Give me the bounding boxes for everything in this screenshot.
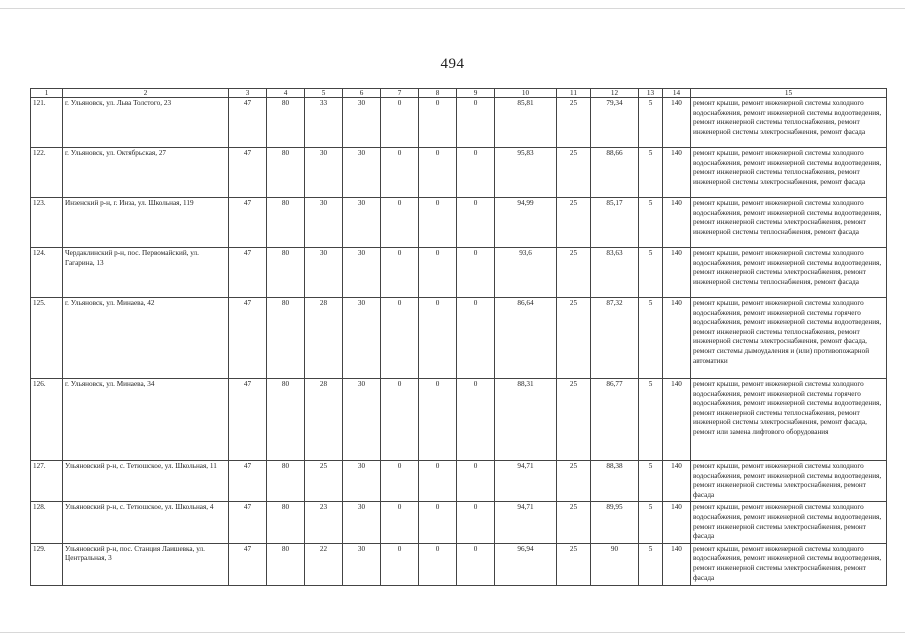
col5-cell: 33 (305, 98, 343, 148)
col10-cell: 88,31 (495, 379, 557, 461)
column-header-13: 13 (639, 89, 663, 98)
col11-cell: 25 (557, 248, 591, 298)
housing-repair-table (30, 88, 887, 586)
works-cell: ремонт крыши, ремонт инженерной системы холодного водоснабжения, ремонт инженерной системы водоотведения, ремонт инженерной системы теплоснабжения, ремонт инженерной системы электроснабжения, ремонт фасада (691, 98, 887, 148)
col12-cell: 90 (591, 543, 639, 585)
col7-cell: 0 (381, 379, 419, 461)
col13-cell: 5 (639, 298, 663, 379)
column-header-12: 12 (591, 89, 639, 98)
col9-cell: 0 (457, 543, 495, 585)
col11-cell: 25 (557, 461, 591, 502)
address-cell: г. Ульяновск, ул. Льва Толстого, 23 (63, 98, 229, 148)
col8-cell: 0 (419, 543, 457, 585)
col8-cell: 0 (419, 461, 457, 502)
col8-cell: 0 (419, 248, 457, 298)
col13-cell: 5 (639, 502, 663, 543)
works-cell: ремонт крыши, ремонт инженерной системы холодного водоснабжения, ремонт инженерной системы водоотведения, ремонт инженерной системы электроснабжения, ремонт фасада (691, 461, 887, 502)
col8-cell: 0 (419, 198, 457, 248)
col6-cell: 30 (343, 379, 381, 461)
col3-cell: 47 (229, 248, 267, 298)
col10-cell: 86,64 (495, 298, 557, 379)
col7-cell: 0 (381, 502, 419, 543)
col3-cell: 47 (229, 461, 267, 502)
column-header-6: 6 (343, 89, 381, 98)
table-body (31, 98, 887, 586)
column-header-1: 1 (31, 89, 63, 98)
works-cell: ремонт крыши, ремонт инженерной системы холодного водоснабжения, ремонт инженерной системы водоотведения, ремонт инженерной системы электроснабжения, ремонт инженерной системы теплоснабжения, ремонт фасада (691, 198, 887, 248)
col5-cell: 22 (305, 543, 343, 585)
column-header-11: 11 (557, 89, 591, 98)
col8-cell: 0 (419, 98, 457, 148)
col10-cell: 94,99 (495, 198, 557, 248)
col9-cell: 0 (457, 198, 495, 248)
col13-cell: 5 (639, 248, 663, 298)
col13-cell: 5 (639, 379, 663, 461)
column-header-14: 14 (663, 89, 691, 98)
column-header-2: 2 (63, 89, 229, 98)
col14-cell: 140 (663, 198, 691, 248)
col4-cell: 80 (267, 248, 305, 298)
col12-cell: 88,38 (591, 461, 639, 502)
col3-cell: 47 (229, 98, 267, 148)
column-header-3: 3 (229, 89, 267, 98)
col12-cell: 88,66 (591, 148, 639, 198)
col9-cell: 0 (457, 379, 495, 461)
works-cell: ремонт крыши, ремонт инженерной системы холодного водоснабжения, ремонт инженерной системы горячего водоснабжения, ремонт инженерной системы водоотведения, ремонт инженерной системы теплоснабжения, ремонт инженерной системы электроснабжения, ремонт фасада, ремонт или замена лифтового оборудования (691, 379, 887, 461)
col5-cell: 30 (305, 198, 343, 248)
col12-cell: 86,77 (591, 379, 639, 461)
col11-cell: 25 (557, 98, 591, 148)
table-row (31, 379, 887, 461)
col3-cell: 47 (229, 148, 267, 198)
row-number: 124. (31, 248, 63, 298)
col11-cell: 25 (557, 543, 591, 585)
address-cell: Чердаклинский р-н, пос. Первомайский, ул. Гагарина, 13 (63, 248, 229, 298)
row-number: 125. (31, 298, 63, 379)
col10-cell: 85,81 (495, 98, 557, 148)
row-number: 123. (31, 198, 63, 248)
col9-cell: 0 (457, 98, 495, 148)
col14-cell: 140 (663, 98, 691, 148)
col10-cell: 94,71 (495, 461, 557, 502)
table-row (31, 248, 887, 298)
column-header-5: 5 (305, 89, 343, 98)
col7-cell: 0 (381, 98, 419, 148)
col13-cell: 5 (639, 461, 663, 502)
col5-cell: 28 (305, 379, 343, 461)
address-cell: г. Ульяновск, ул. Минаева, 42 (63, 298, 229, 379)
col14-cell: 140 (663, 148, 691, 198)
col14-cell: 140 (663, 502, 691, 543)
table-row (31, 298, 887, 379)
col12-cell: 85,17 (591, 198, 639, 248)
col8-cell: 0 (419, 298, 457, 379)
col6-cell: 30 (343, 98, 381, 148)
col5-cell: 28 (305, 298, 343, 379)
col4-cell: 80 (267, 148, 305, 198)
col9-cell: 0 (457, 461, 495, 502)
column-header-15: 15 (691, 89, 887, 98)
col3-cell: 47 (229, 298, 267, 379)
address-cell: Ульяновский р-н, с. Тетюшское, ул. Школьная, 4 (63, 502, 229, 543)
col6-cell: 30 (343, 298, 381, 379)
col12-cell: 83,63 (591, 248, 639, 298)
works-cell: ремонт крыши, ремонт инженерной системы холодного водоснабжения, ремонт инженерной системы горячего водоснабжения, ремонт инженерной системы водоотведения, ремонт инженерной системы теплоснабжения, ремонт инженерной системы электроснабжения, ремонт фасада, ремонт системы дымоудаления и (или) противопожарной автоматики (691, 298, 887, 379)
col13-cell: 5 (639, 98, 663, 148)
col11-cell: 25 (557, 502, 591, 543)
col8-cell: 0 (419, 148, 457, 198)
col9-cell: 0 (457, 148, 495, 198)
col7-cell: 0 (381, 148, 419, 198)
address-cell: г. Ульяновск, ул. Минаева, 34 (63, 379, 229, 461)
col6-cell: 30 (343, 543, 381, 585)
address-cell: г. Ульяновск, ул. Октябрьская, 27 (63, 148, 229, 198)
col12-cell: 89,95 (591, 502, 639, 543)
col12-cell: 79,34 (591, 98, 639, 148)
col9-cell: 0 (457, 502, 495, 543)
row-number: 122. (31, 148, 63, 198)
col10-cell: 95,83 (495, 148, 557, 198)
col4-cell: 80 (267, 198, 305, 248)
table-row (31, 148, 887, 198)
scan-edge-bottom (0, 632, 905, 633)
col14-cell: 140 (663, 543, 691, 585)
row-number: 126. (31, 379, 63, 461)
col4-cell: 80 (267, 98, 305, 148)
col5-cell: 25 (305, 461, 343, 502)
col14-cell: 140 (663, 379, 691, 461)
row-number: 128. (31, 502, 63, 543)
col3-cell: 47 (229, 379, 267, 461)
col5-cell: 23 (305, 502, 343, 543)
col9-cell: 0 (457, 248, 495, 298)
col14-cell: 140 (663, 461, 691, 502)
page-number: 494 (440, 56, 465, 72)
col8-cell: 0 (419, 379, 457, 461)
col5-cell: 30 (305, 148, 343, 198)
column-header-10: 10 (495, 89, 557, 98)
col6-cell: 30 (343, 502, 381, 543)
address-cell: Ульяновский р-н, с. Тетюшское, ул. Школьная, 11 (63, 461, 229, 502)
header-row (31, 89, 887, 98)
address-cell: Ульяновский р-н, пос. Станция Лаишевка, ул. Центральная, 3 (63, 543, 229, 585)
col11-cell: 25 (557, 298, 591, 379)
works-cell: ремонт крыши, ремонт инженерной системы холодного водоснабжения, ремонт инженерной системы водоотведения, ремонт инженерной системы электроснабжения, ремонт фасада (691, 502, 887, 543)
col3-cell: 47 (229, 543, 267, 585)
col13-cell: 5 (639, 148, 663, 198)
col6-cell: 30 (343, 248, 381, 298)
col4-cell: 80 (267, 379, 305, 461)
column-header-9: 9 (457, 89, 495, 98)
col14-cell: 140 (663, 298, 691, 379)
col3-cell: 47 (229, 198, 267, 248)
row-number: 129. (31, 543, 63, 585)
col14-cell: 140 (663, 248, 691, 298)
table-row (31, 502, 887, 543)
col7-cell: 0 (381, 543, 419, 585)
col10-cell: 96,94 (495, 543, 557, 585)
col6-cell: 30 (343, 461, 381, 502)
col4-cell: 80 (267, 543, 305, 585)
col11-cell: 25 (557, 379, 591, 461)
col7-cell: 0 (381, 461, 419, 502)
works-cell: ремонт крыши, ремонт инженерной системы холодного водоснабжения, ремонт инженерной системы водоотведения, ремонт инженерной системы теплоснабжения, ремонт инженерной системы электроснабжения, ремонт фасада (691, 148, 887, 198)
table-row (31, 198, 887, 248)
col4-cell: 80 (267, 461, 305, 502)
col6-cell: 30 (343, 148, 381, 198)
col10-cell: 94,71 (495, 502, 557, 543)
works-cell: ремонт крыши, ремонт инженерной системы холодного водоснабжения, ремонт инженерной системы водоотведения, ремонт инженерной системы электроснабжения, ремонт фасада (691, 543, 887, 585)
col10-cell: 93,6 (495, 248, 557, 298)
col13-cell: 5 (639, 543, 663, 585)
col12-cell: 87,32 (591, 298, 639, 379)
works-cell: ремонт крыши, ремонт инженерной системы холодного водоснабжения, ремонт инженерной системы водоотведения, ремонт инженерной системы электроснабжения, ремонт инженерной системы теплоснабжения, ремонт фасада (691, 248, 887, 298)
col4-cell: 80 (267, 502, 305, 543)
col4-cell: 80 (267, 298, 305, 379)
column-header-4: 4 (267, 89, 305, 98)
table-row (31, 461, 887, 502)
col5-cell: 30 (305, 248, 343, 298)
row-number: 127. (31, 461, 63, 502)
col7-cell: 0 (381, 198, 419, 248)
column-header-7: 7 (381, 89, 419, 98)
col11-cell: 25 (557, 198, 591, 248)
col11-cell: 25 (557, 148, 591, 198)
col6-cell: 30 (343, 198, 381, 248)
col13-cell: 5 (639, 198, 663, 248)
table-row (31, 98, 887, 148)
row-number: 121. (31, 98, 63, 148)
address-cell: Инзенский р-н, г. Инза, ул. Школьная, 119 (63, 198, 229, 248)
table-row (31, 543, 887, 585)
column-header-8: 8 (419, 89, 457, 98)
col9-cell: 0 (457, 298, 495, 379)
col3-cell: 47 (229, 502, 267, 543)
col7-cell: 0 (381, 248, 419, 298)
col7-cell: 0 (381, 298, 419, 379)
col8-cell: 0 (419, 502, 457, 543)
scan-edge-top (0, 8, 905, 9)
